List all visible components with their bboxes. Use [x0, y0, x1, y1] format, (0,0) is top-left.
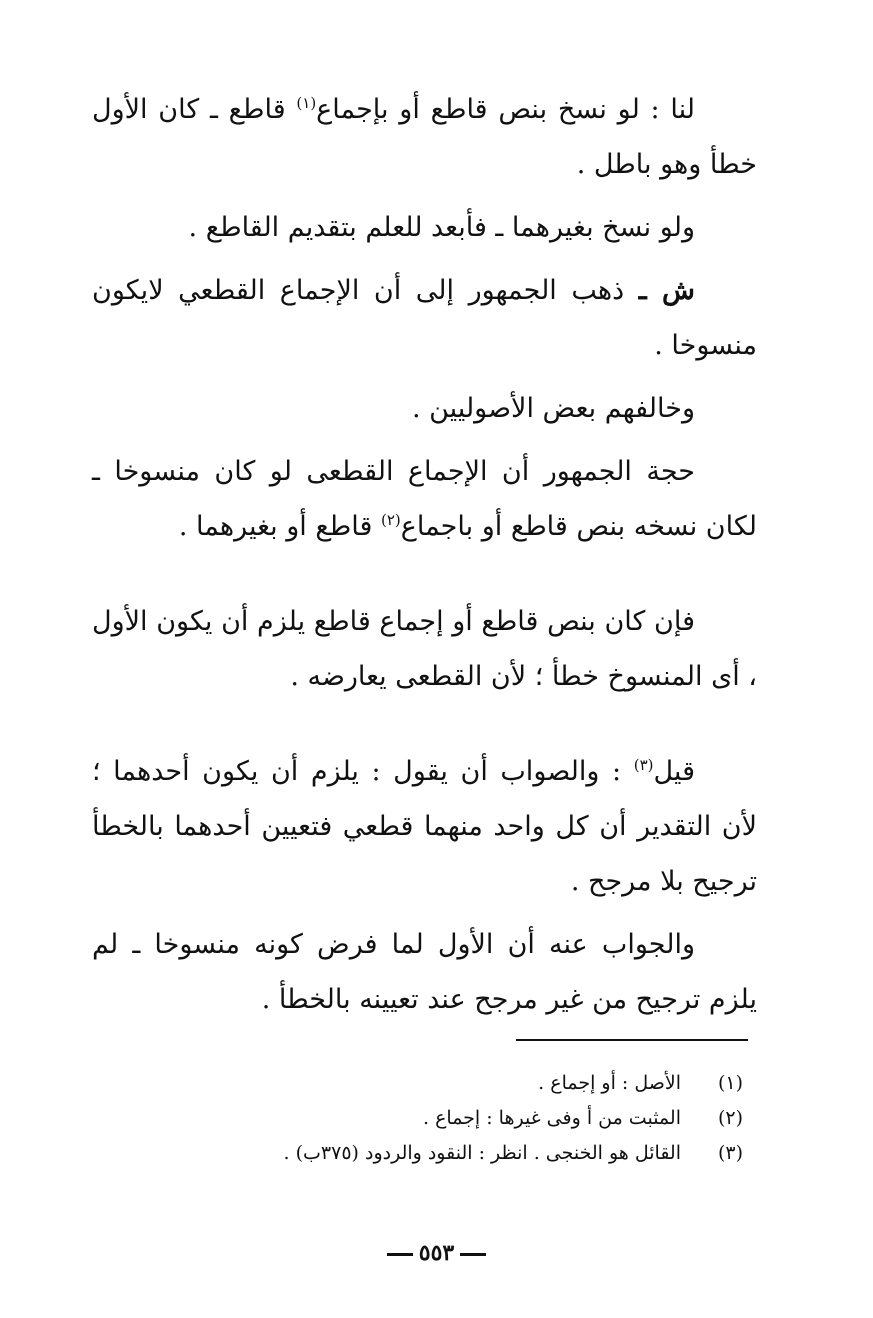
- paragraph-3: [92, 263, 757, 373]
- footnote-1: [243, 1066, 743, 1101]
- footnotes: [243, 1066, 743, 1171]
- paragraph-4: وخالفهم بعض الأصوليين .: [411, 393, 695, 424]
- paragraph-7: [92, 744, 757, 909]
- footnote-text: المثبت من أ وفى غيرها : إجماع .: [422, 1107, 681, 1129]
- paragraph-1: [92, 82, 757, 192]
- paragraph-7-text-b: : والصواب أن يقول : يلزم أن يكون أحدهما ؛ لأن التقدير أن كل واحد منهما قطعي فتعيين أحدهما بالخطأ ترجيح بلا مرجح .: [92, 756, 757, 897]
- paragraph-5-text-a: حجة الجمهور أن الإجماع القطعى لو كان منسوخا ـ لكان نسخه بنص قاطع أو باجماع: [92, 456, 757, 542]
- footnote-ref-1: (١): [296, 94, 317, 112]
- footnote-number: (٢): [717, 1107, 743, 1129]
- sharh-marker: ش ـ: [638, 275, 695, 306]
- footnote-text: الأصل : أو إجماع .: [538, 1072, 681, 1094]
- paragraph-1-text-b: قاطع ـ كان الأول خطأ وهو باطل .: [92, 94, 757, 180]
- main-text: [92, 82, 757, 1035]
- footnote-number: (١): [717, 1072, 743, 1094]
- paragraph-1-text-a: لنا : لو نسخ بنص قاطع أو بإجماع: [316, 94, 695, 125]
- paragraph-6: فإن كان بنص قاطع أو إجماع قاطع يلزم أن يكون الأول ، أى المنسوخ خطأ ؛ لأن القطعى يعارضه .: [92, 606, 757, 692]
- footnote-ref-3: (٣): [633, 756, 654, 774]
- page-number-dash-left: [460, 1253, 486, 1256]
- paragraph-2: ولو نسخ بغيرهما ـ فأبعد للعلم بتقديم القاطع .: [188, 212, 695, 243]
- footnote-ref-2: (٢): [380, 511, 401, 529]
- page-number: [0, 1240, 873, 1266]
- footnote-3: [243, 1136, 743, 1171]
- footnote-number: (٣): [717, 1142, 743, 1164]
- footnote-2: [243, 1101, 743, 1136]
- page-number-dash-right: [387, 1253, 413, 1256]
- paragraph-7-text-a: قيل: [653, 756, 695, 787]
- paragraph-8: والجواب عنه أن الأول لما فرض كونه منسوخا ـ لم يلزم ترجيح من غير مرجح عند تعيينه بالخطأ .: [92, 929, 757, 1015]
- paragraph-5-text-b: قاطع أو بغيرهما .: [178, 511, 381, 542]
- page-number-value: ٥٥٣: [418, 1240, 455, 1266]
- footnote-text: القائل هو الخنجى . انظر : النقود والردود (٣٧٥ب) .: [283, 1142, 681, 1164]
- footnote-divider: [516, 1039, 748, 1041]
- paragraph-5: [92, 444, 757, 554]
- paragraph-3-text: ذهب الجمهور إلى أن الإجماع القطعي لايكون منسوخا .: [92, 275, 757, 361]
